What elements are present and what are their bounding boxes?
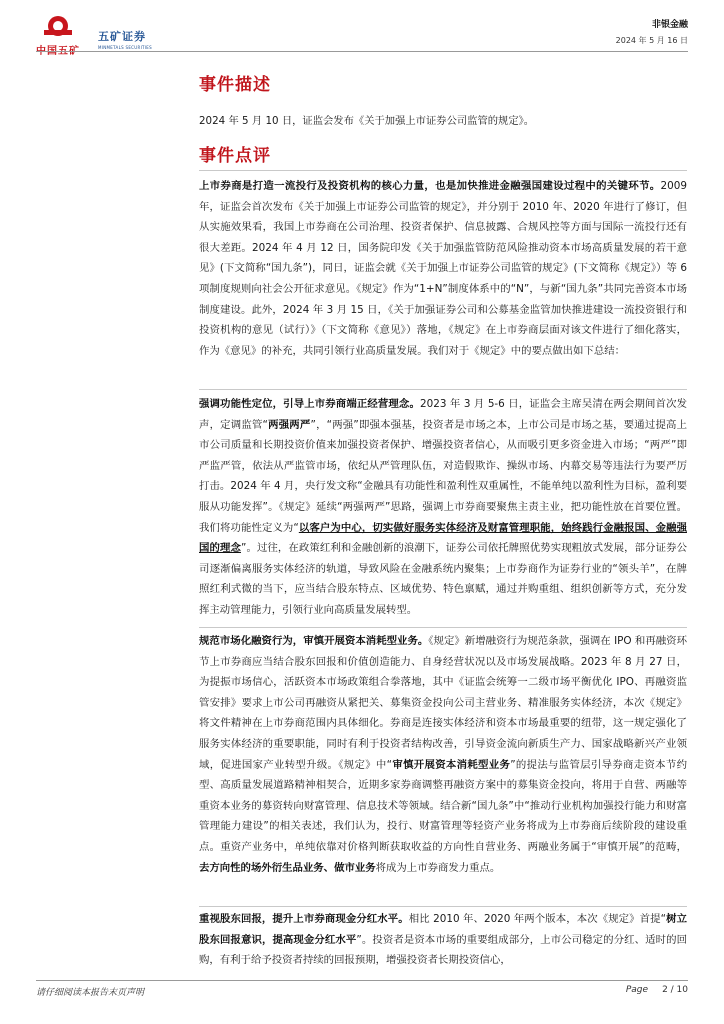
page-label: Page bbox=[625, 985, 649, 995]
paragraph-text: 《规定》新增融资行为规范条款，强调在 IPO 和再融资环节上市券商应当结合股东回报和价值创造能力、自身经营状况以及市场发展战略。2023 年 8 月 27 日，为提振市场信心，活跃资本市场政策组合拳落地，其中《证监会统筹一二级市场平衡优化 IPO、再融资监管安排》要求上市公司再融资从紧把关、募集资金投向公司主营业务、精准服务实体经济，本次《规定》将文件精神在上市券商范围内具体细化。券商是连接实体经济和资本市场最重要的纽带，这一规定强化了服务实体经济的重要职能，同时有利于投资者结构改善，引导资金流向新质生产力、国家战略新兴产业领域，促进国家产业转型升级。《规定》中“ bbox=[199, 635, 687, 771]
paragraph-financing-behavior bbox=[199, 631, 687, 878]
paragraph-lead: 规范市场化融资行为，审慎开展资本消耗型业务。 bbox=[199, 635, 429, 647]
event-comment-title: 事件点评 bbox=[199, 146, 271, 166]
report-date: 2024 年 5 月 16 日 bbox=[615, 36, 688, 45]
underlined-emphasis: 以客户为中心，切实做好服务实体经济及财富管理职能，始终践行金融报国、金融强国的理念 bbox=[199, 521, 687, 555]
minmetals-emblem-icon bbox=[36, 14, 80, 44]
page-indicator bbox=[626, 985, 688, 995]
footer-divider bbox=[36, 980, 688, 981]
section-divider bbox=[199, 906, 687, 907]
paragraph-shareholder-return bbox=[199, 909, 687, 971]
header-divider bbox=[36, 51, 688, 52]
section-divider bbox=[199, 627, 687, 628]
paragraph-text: ”，“两强”即强本强基，投资者是市场之本，上市公司是市场之基，要通过提高上市公司质量和长期投资价值来加强投资者保护、增强投资者信心，从而吸引更多资金进入市场；“两严”即严监严管，依法从严监管市场，依纪从严管理队伍，对造假欺诈、操纵市场、内幕交易等违法行为要严厉打击。2024 年 4 月，央行发文称“金融具有功能性和盈利性双重属性，不能单纯以盈利性为目标，盈利要服从功能发挥”。《规定》延续“两强两严”思路，强调上市券商要聚焦主责主业，把功能性放在首要位置。我们将功能性定义为“ bbox=[199, 418, 688, 534]
paragraph-core-force bbox=[199, 176, 687, 361]
securities-name-en: MINMETALS SECURITIES bbox=[98, 45, 152, 50]
paragraph-lead: 上市券商是打造一流投行及投资机构的核心力量，也是加快推进金融强国建设过程中的关键环节。 bbox=[199, 180, 661, 192]
paragraph-text: 将成为上市券商发力重点。 bbox=[375, 861, 501, 874]
emphasis-text: 树立股东回报意识，提高现金分红水平 bbox=[199, 913, 688, 946]
emphasis-text: 两强两严 bbox=[267, 418, 311, 431]
paragraph-text: 2009 年，证监会首次发布《关于加强上市证券公司监管的规定》，并分别于 2010 年、2020 年进行了修订，但从实施效果看，我国上市券商在公司治理、投资者保护、信息披露、合规风控等方面与国际一流投行还有很大差距。2024 年 4 月 12 日，国务院印发《关于加强监管防范风险推动资本市场高质量发展的若干意见》(下文简称“国九条”)，同日，证监会就《关于加强上市证券公司监管的规定》(下文简称《规定》）等 6 项制度规则向社会公开征求意见。《规定》作为“1+N”制度体系中的“N”，与新“国九条”共同完善资本市场制度建设。此外，2024 年 3 月 15 日，《关于加强证券公司和公募基金监管加快推进建设一流投资银行和投资机构的意见（试行）》（下文简称《意见》）落地，《规定》在上市券商层面对该文件进行了细化落实，作为《意见》的补充，共同引领行业高质量发展。我们对于《规定》中的要点做出如下总结： bbox=[199, 180, 687, 357]
paragraph-text: ”的提法与监管层引导券商走资本节约型、高质量发展道路精神相契合，近期多家券商调整再融资方案中的募集资金投向，将用于自营、两融等重资本业务的募资转向财富管理、信息技术等领域。结合新“国九条”中“推动行业机构加强投行能力和财富管理能力建设”的相关表述，我们认为，投行、财富管理等轻资产业务将成为上市券商后续阶段的建设重点。重资产业务中，单纯依靠对价格判断获取收益的方向性自营业务、两融业务属于“审慎开展”的范畴， bbox=[199, 758, 687, 853]
securities-name-cn: 五矿证券 bbox=[98, 30, 146, 43]
report-header bbox=[0, 0, 724, 62]
event-description-text: 2024 年 5 月 10 日，证监会发布《关于加强上市证券公司监管的规定》。 bbox=[199, 115, 535, 127]
securities-logo bbox=[98, 28, 178, 50]
company-logo bbox=[36, 14, 152, 50]
emphasis-text: 去方向性的场外衍生品业务、做市业务 bbox=[199, 861, 376, 874]
paragraph-text: 2023 年 3 月 5-6 日，证监会主席吴清在两会期间首次发声，定调监管“ bbox=[199, 398, 687, 431]
paragraph-lead: 重视股东回报，提升上市券商现金分红水平。 bbox=[199, 913, 409, 925]
section-divider bbox=[199, 389, 687, 390]
section-divider bbox=[199, 170, 687, 171]
paragraph-text: ”。投资者是资本市场的重要组成部分，上市公司稳定的分红、适时的回购，有利于给予投资者持续的回报预期，增强投资者长期投资信心， bbox=[199, 933, 687, 967]
industry-label: 非银金融 bbox=[651, 20, 688, 30]
company-name-cn bbox=[36, 42, 96, 57]
paragraph-lead: 强调功能性定位，引导上市券商端正经营理念。 bbox=[199, 398, 420, 410]
page-number: 2 / 10 bbox=[662, 985, 688, 995]
paragraph-text: 相比 2010 年、2020 年两个版本，本次《规定》首提“ bbox=[408, 913, 667, 925]
emphasis-text: 审慎开展资本消耗型业务 bbox=[392, 758, 511, 771]
paragraph-functional-positioning bbox=[199, 394, 687, 621]
event-description-title: 事件描述 bbox=[199, 75, 271, 95]
paragraph-text: ”。过往，在政策红利和金融创新的浪潮下，证券公司依托牌照优势实现粗放式发展，部分证券公司逐渐偏离服务实体经济的轨道，导致风险在金融系统内聚集；上市券商作为证券行业的“领头羊”，在牌照红利式微的当下，应当结合股东特点、区域优势、特色禀赋，通过并购重组、组织创新等方式，充分发挥主动管理能力，引领行业向高质量发展转型。 bbox=[199, 542, 687, 616]
disclaimer-note: 请仔细阅读本报告末页声明 bbox=[36, 988, 145, 998]
